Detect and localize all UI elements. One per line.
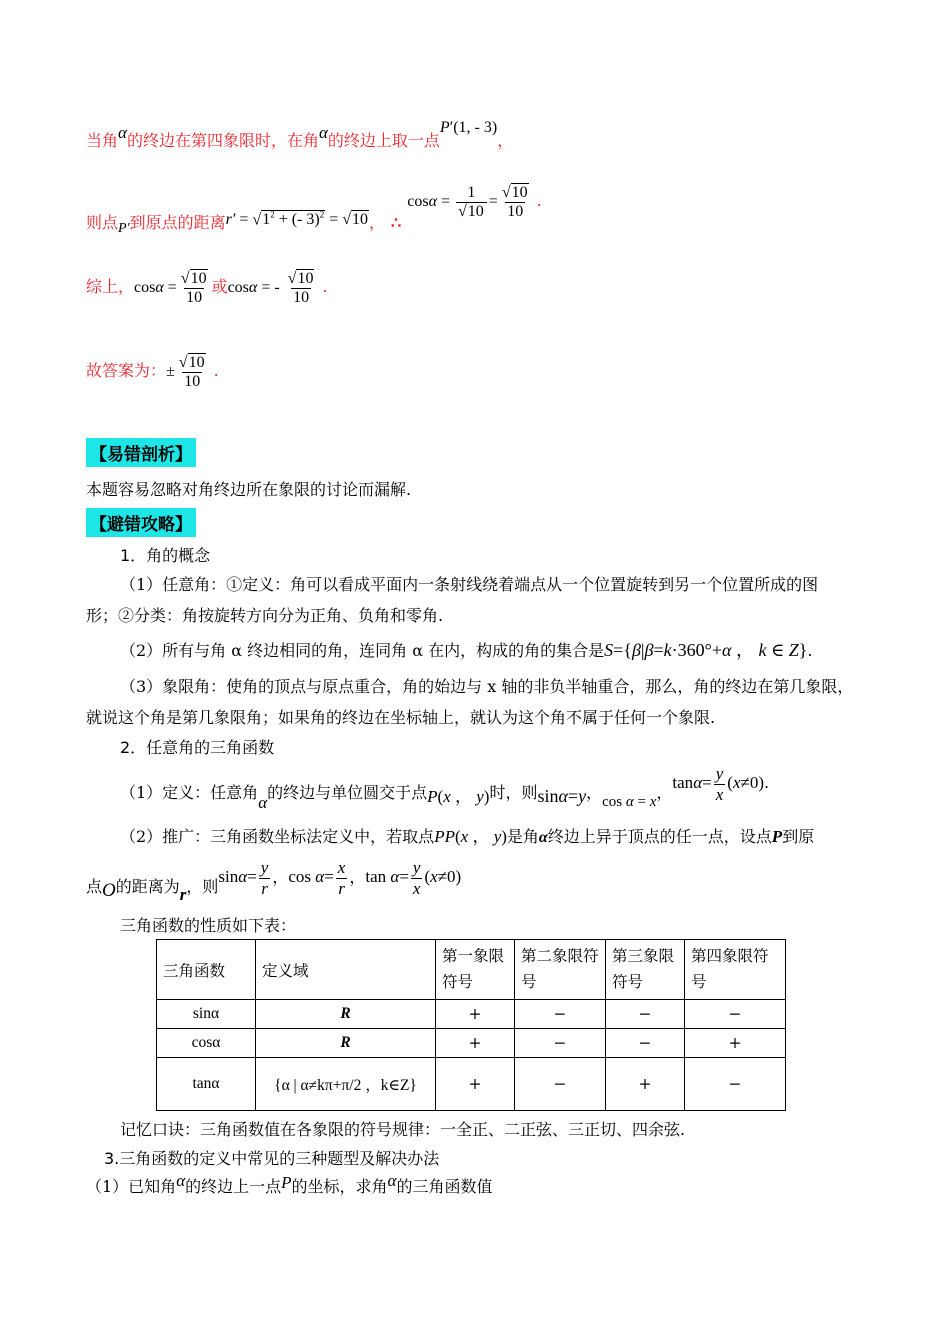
- table-row: [157, 1000, 786, 1029]
- function-cell: sinα: [157, 1000, 256, 1029]
- distance-formula: $r' = √1^2$ + (- 3)$^2$ = √10: [225, 209, 369, 229]
- function-cell: tanα: [157, 1058, 256, 1111]
- sign-cell: −: [685, 1058, 786, 1111]
- sign-cell: −: [685, 1000, 786, 1029]
- text: ，: [497, 131, 514, 150]
- sign-cell: −: [515, 1058, 606, 1111]
- text: （2）所有与角 α 终边相同的角，连同角 α 在内，构成的角的集合是: [120, 641, 605, 660]
- domain-cell: [256, 1058, 436, 1111]
- domain-cell: R: [256, 1000, 436, 1029]
- mnemonic: 记忆口诀：三角函数值在各象限的符号规律：一全正、二正弦、三正切、四余弦.: [120, 1120, 686, 1139]
- text: 到原: [782, 827, 815, 846]
- alpha-symbol: α: [118, 123, 127, 142]
- text: .: [322, 277, 328, 297]
- text: （2）推广：三角函数坐标法定义中，若取点: [120, 827, 435, 846]
- angle-set-formula: S={β|β=k·360°+α ， k ∈ Z}: [604, 640, 808, 660]
- text: 终边上异于顶点的任一点，设点: [547, 827, 772, 846]
- table-row: [157, 1029, 786, 1058]
- section-2-para-2-line-1: [120, 822, 814, 847]
- alpha-symbol: α: [258, 793, 268, 813]
- header-cell: 定义域: [256, 940, 436, 1000]
- text: （1）定义：任意角: [120, 783, 259, 803]
- text: 故答案为：: [86, 361, 167, 381]
- sign-cell: +: [685, 1029, 786, 1058]
- text: 时，则: [489, 783, 538, 803]
- sign-cell: +: [436, 1058, 515, 1111]
- sign-cell: +: [606, 1058, 685, 1111]
- header-cell: 第三象限符号: [606, 940, 685, 1000]
- trig-sign-table: [156, 939, 786, 1111]
- section-1-para-3-line-2: 就说这个角是第几象限角；如果角的终边在坐标轴上，就认为这个角不属于任何一个象限.: [86, 708, 716, 727]
- table-row: [157, 1058, 786, 1111]
- text: 点: [86, 877, 103, 897]
- answer-formula: ± $\frac{√10}{10}$: [166, 354, 205, 390]
- sign-cell: +: [436, 1029, 515, 1058]
- text: 的距离为: [115, 877, 180, 897]
- section-1-para-2: [120, 636, 813, 662]
- alpha-symbol: α: [176, 1171, 186, 1190]
- tan-general: tan α= $\frac{y}{x}$ (x≠0): [365, 858, 462, 898]
- strategy-heading: 【避错攻略】: [86, 508, 196, 537]
- therefore-symbol: ∴: [391, 213, 402, 233]
- alpha-symbol: α: [318, 123, 328, 142]
- section-2-title: 2．任意角的三角函数: [120, 738, 275, 757]
- section-1-para-1-line-2: 形；②分类：角按旋转方向分为正角、负角和零角.: [86, 606, 444, 625]
- text: 的终边在第四象限时，在角: [126, 131, 319, 150]
- text: 综上，: [86, 277, 135, 297]
- text: ，则: [186, 877, 219, 897]
- text: .: [536, 191, 542, 211]
- section-2-para-2-line-2: 点O的距离为r，则sinα= $\frac{y}{r}$ ，cos α= $\frac{x}{r}$ ，tan α= $\frac{y}{x}$ (x≠0): [86, 858, 462, 905]
- p-symbol: P: [771, 827, 783, 846]
- text: 的终边上一点: [185, 1177, 282, 1196]
- cos-positive: cosα = $\frac{√10}{10}$: [134, 270, 207, 306]
- header-cell: 三角函数: [157, 940, 256, 1000]
- text: .: [807, 641, 813, 660]
- text: 到原点的距离: [129, 213, 226, 233]
- text: 的终边上取一点: [327, 131, 440, 150]
- header-cell: 第一象限符号: [436, 940, 515, 1000]
- p-prime-symbol: P′: [118, 221, 130, 237]
- tan-definition: tanα= $\frac{y}{x}$ (x≠0): [672, 764, 764, 804]
- alpha-symbol: α: [387, 1171, 397, 1190]
- origin-symbol: O: [102, 880, 116, 902]
- error-analysis-text: 本题容易忽略对角终边所在象限的讨论而漏解.: [86, 480, 412, 499]
- point-p-xy: P(x ， y): [427, 787, 490, 807]
- solution-line-1: [86, 119, 514, 168]
- point-p-prime: P′(1, - 3): [439, 119, 498, 136]
- text: 是角: [506, 827, 539, 846]
- sign-cell: +: [436, 1000, 515, 1029]
- cos-negative: cosα = - $\frac{√10}{10}$: [227, 270, 314, 306]
- alpha-symbol: α: [538, 829, 548, 846]
- table-header-row: [157, 940, 786, 1000]
- solution-line-2: [86, 184, 542, 237]
- section-3-para-1: [86, 1171, 493, 1197]
- solution-line-3: [86, 270, 328, 307]
- text: 的坐标，求角: [291, 1177, 388, 1196]
- cos-definition: cos α = x: [602, 794, 657, 811]
- text: 的三角函数值: [396, 1177, 493, 1196]
- section-1-para-1-line-1: （1）任意角：①定义：角可以看成平面内一条射线绕着端点从一个位置旋转到另一个位置所成的图: [120, 575, 819, 594]
- table-intro: 三角函数的性质如下表：: [120, 916, 297, 935]
- text: 当角: [86, 131, 119, 150]
- section-1-title: 1．角的概念: [120, 546, 211, 565]
- sin-general: sinα= $\frac{y}{r}$: [218, 858, 269, 898]
- r-symbol: r: [179, 885, 187, 905]
- cos-formula: cosα = $\frac{1}{√10}$ = $\frac{√10}{10}$: [407, 184, 528, 220]
- section-3-title: 3.三角函数的定义中常见的三种题型及解决办法: [104, 1149, 440, 1168]
- text: ，: [369, 213, 386, 233]
- text: .: [213, 361, 219, 381]
- text: 的终边与单位圆交于点: [267, 783, 428, 803]
- text: 或: [211, 277, 228, 297]
- header-cell: 第四象限符号: [685, 940, 786, 1000]
- text: （1）已知角: [86, 1177, 177, 1196]
- error-analysis-heading: 【易错剖析】: [86, 438, 196, 467]
- section-2-para-1: （1）定义：任意角α的终边与单位圆交于点P(x ， y)时，则sinα=y，cos α = x，tanα= $\frac{y}{x}$ (x≠0).: [120, 764, 770, 813]
- domain-text: {α | α≠kπ+π/2 ，k∈Z}: [274, 1077, 417, 1095]
- text: 则点: [86, 213, 119, 233]
- domain-cell: R: [256, 1029, 436, 1058]
- sign-cell: −: [515, 1000, 606, 1029]
- cos-general: cos α= $\frac{x}{r}$: [288, 858, 346, 898]
- p-symbol: P: [281, 1173, 292, 1192]
- solution-line-4: [86, 354, 219, 391]
- section-1-para-3-line-1: （3）象限角：使角的顶点与原点重合，角的始边与 x 轴的非负半轴重合，那么，角的终边在第几象限，: [120, 677, 854, 696]
- sign-cell: −: [606, 1000, 685, 1029]
- sin-definition: sinα=y: [537, 786, 587, 807]
- sign-cell: −: [606, 1029, 685, 1058]
- point-p-xy: PP(x ， y): [434, 827, 507, 846]
- function-cell: cosα: [157, 1029, 256, 1058]
- sign-cell: −: [515, 1029, 606, 1058]
- header-cell: 第二象限符号: [515, 940, 606, 1000]
